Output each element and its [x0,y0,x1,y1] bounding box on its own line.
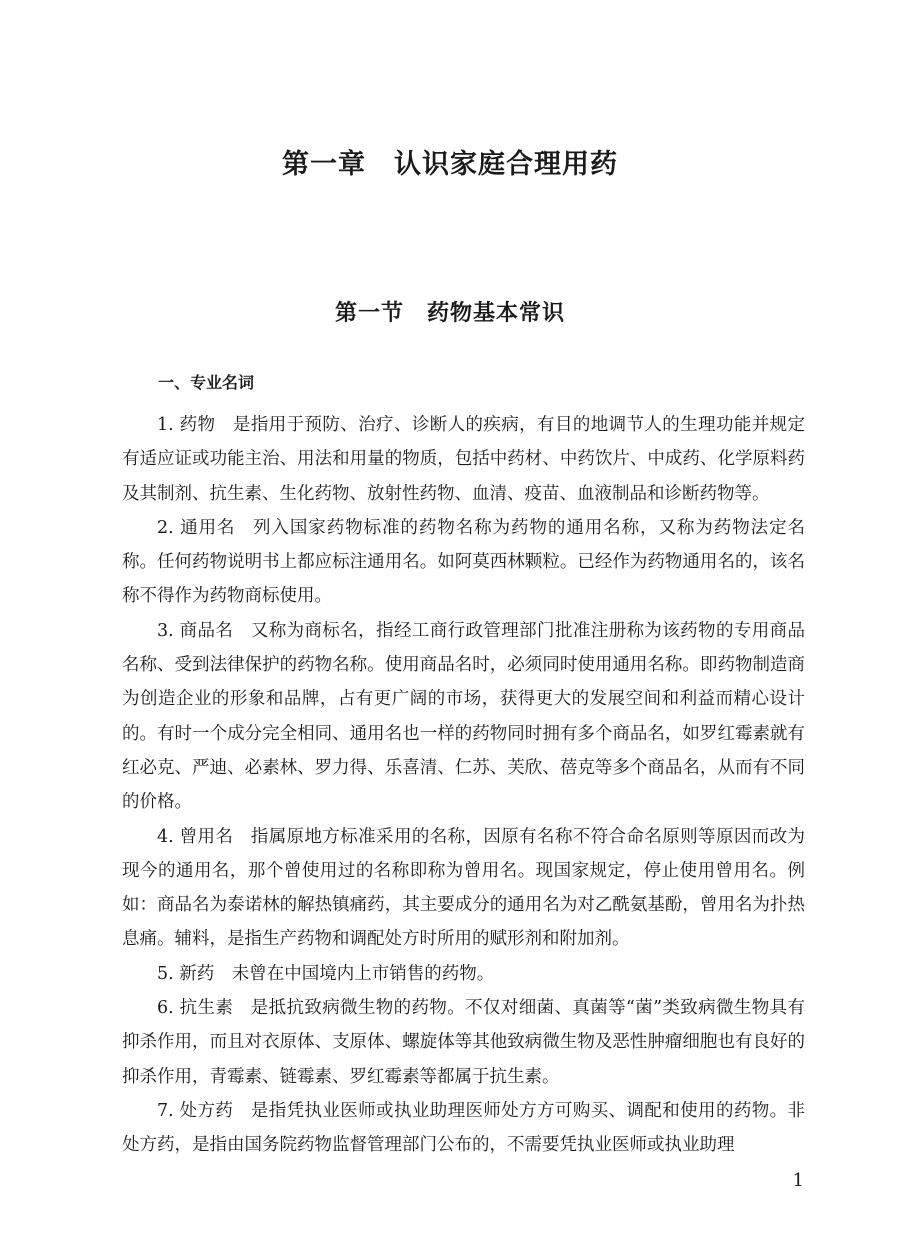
term-definition: 是抵抗致病微生物的药物。不仅对细菌、真菌等“菌”类致病微生物具有抑杀作用，而且对衣原体、支原体、螺旋体等其他致病微生物及恶性肿瘤细胞也有良好的抑杀作用，青霉素、链霉素、罗红霉素等都属于抗生素。 [122,998,805,1087]
body-text [122,408,805,1163]
term-definition: 又称为商标名，指经工商行政管理部门批准注册称为该药物的专用商品名称、受到法律保护的药物名称。使用商品名时，必须同时使用通用名称。即药物制造商为创造企业的形象和品牌，占有更广阔的市场，获得更大的发展空间和利益而精心设计的。有时一个成分完全相同、通用名也一样的药物同时拥有多个商品名，如罗红霉素就有红必克、严迪、必素林、罗力得、乐喜清、仁苏、芙欣、蓓克等多个商品名，从而有不同的价格。 [122,620,806,813]
term-label: 6. 抗生素 [157,998,234,1019]
chapter-title: 第一章 认识家庭合理用药 [282,149,618,180]
section-title: 第一节 药物基本常识 [334,300,565,326]
paragraph-trade-name [122,614,805,820]
paragraph-new-drug [122,957,805,991]
term-definition: 是指凭执业医师或执业助理医师处方方可购买、调配和使用的药物。非处方药，是指由国务院药物监督管理部门公布的，不需要凭执业医师或执业助理 [122,1100,806,1156]
term-definition: 指属原地方标准采用的名称，因原有名称不符合命名原则等原因而改为现今的通用名，那个曾使用过的名称即称为曾用名。现国家规定，停止使用曾用名。例如：商品名为泰诺林的解热镇痛药，其主要成分的通用名为对乙酰氨基酚，曾用名为扑热息痛。辅料，是指生产药物和调配处方时所用的赋形剂和附加剂。 [122,826,806,950]
paragraph-drug [122,408,805,511]
term-label: 7. 处方药 [157,1100,234,1121]
term-label: 2. 通用名 [157,517,236,538]
term-label: 5. 新药 [157,963,215,984]
paragraph-prescription-drug [122,1094,805,1163]
term-definition: 列入国家药物标准的药物名称为药物的通用名称，又称为药物法定名称。任何药物说明书上都应标注通用名。如阿莫西林颗粒。已经作为药物通用名的，该名称不得作为药物商标使用。 [122,517,806,607]
term-definition: 未曾在中国境内上市销售的药物。 [231,963,495,984]
term-definition: 是指用于预防、治疗、诊断人的疾病，有目的地调节人的生理功能并规定有适应证或功能主治、用法和用量的物质，包括中药材、中药饮片、中成药、化学原料药及其制剂、抗生素、生化药物、放射性药物、血清、疫苗、血液制品和诊断药物等。 [122,415,806,504]
page-number: 1 [792,1170,804,1191]
term-label: 3. 商品名 [157,620,234,641]
subheading: 一、专业名词 [158,373,255,392]
paragraph-antibiotic [122,991,805,1094]
term-label: 1. 药物 [157,415,216,435]
term-label: 4. 曾用名 [157,826,234,847]
paragraph-generic-name [122,511,805,614]
paragraph-former-name [122,820,805,957]
